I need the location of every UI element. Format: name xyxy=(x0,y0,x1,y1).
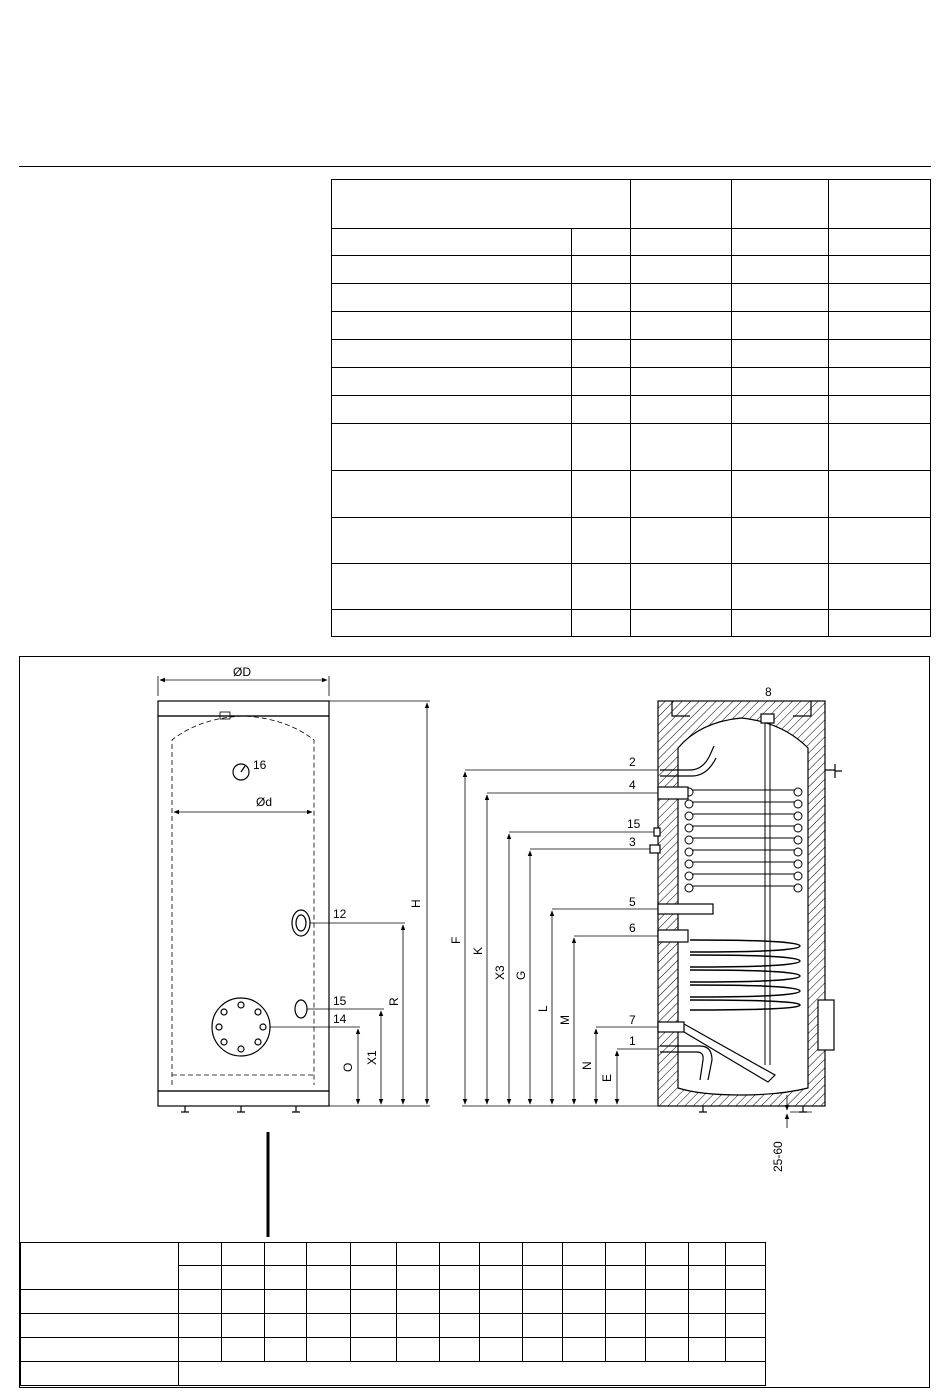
label-G: G xyxy=(514,970,528,980)
dims-header-row xyxy=(21,1243,766,1266)
label-15b: 15 xyxy=(627,817,641,831)
label-F: F xyxy=(449,936,463,944)
label-16: 16 xyxy=(253,758,267,772)
label-2: 2 xyxy=(629,755,636,769)
label-7: 7 xyxy=(629,1013,636,1027)
label-M: M xyxy=(558,1015,572,1025)
label-outer-diameter: ØD xyxy=(233,665,251,679)
label-4: 4 xyxy=(629,778,636,792)
label-X3: X3 xyxy=(493,965,507,980)
label-6: 6 xyxy=(629,921,636,935)
table-row xyxy=(21,1362,766,1386)
label-12: 12 xyxy=(333,907,347,921)
label-O: O xyxy=(341,1062,355,1072)
table-row xyxy=(21,1314,766,1338)
label-H: H xyxy=(409,899,423,908)
label-X1: X1 xyxy=(365,1050,379,1065)
external-view-labels xyxy=(233,665,423,1072)
label-E: E xyxy=(600,1073,614,1082)
dimensions-table xyxy=(20,1242,766,1386)
section-view xyxy=(462,701,842,1128)
label-K: K xyxy=(471,946,485,955)
label-L: L xyxy=(536,1005,550,1012)
label-R: R xyxy=(387,997,401,1006)
label-inner-diameter: Ød xyxy=(256,795,273,809)
label-feet-adjust: 25-60 xyxy=(771,1141,785,1172)
label-14: 14 xyxy=(333,1012,347,1026)
table-row xyxy=(21,1338,766,1362)
label-15a: 15 xyxy=(333,994,347,1008)
label-N: N xyxy=(580,1061,594,1070)
label-8: 8 xyxy=(765,685,772,699)
external-view xyxy=(158,676,430,1237)
label-1: 1 xyxy=(629,1034,636,1048)
label-5: 5 xyxy=(629,895,636,909)
table-row xyxy=(21,1290,766,1314)
label-3: 3 xyxy=(629,835,636,849)
